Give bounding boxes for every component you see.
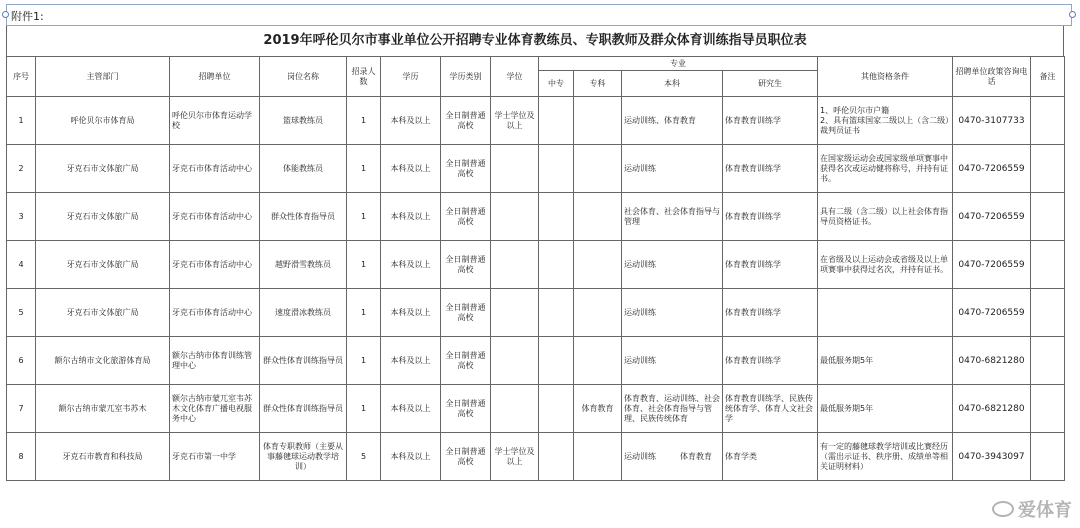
cell-phone: 0470-7206559 <box>953 193 1031 241</box>
cell-phone: 0470-7206559 <box>953 145 1031 193</box>
cell-edu-type: 全日制普通高校 <box>441 193 491 241</box>
cell-benke: 运动训练 体育教育 <box>622 433 723 481</box>
cell-edu: 本科及以上 <box>381 433 441 481</box>
cell-count: 1 <box>347 145 381 193</box>
cell-phone: 0470-3107733 <box>953 97 1031 145</box>
cell-zhongzhuan <box>539 289 574 337</box>
table-row <box>7 193 1065 241</box>
cell-note <box>1031 97 1065 145</box>
cell-unit: 额尔古纳市体育训练管理中心 <box>170 337 260 385</box>
cell-unit: 牙克石市体育活动中心 <box>170 145 260 193</box>
cell-count: 1 <box>347 241 381 289</box>
cell-degree <box>491 193 539 241</box>
attachment-bar <box>6 4 1072 26</box>
cell-count: 1 <box>347 193 381 241</box>
header-seq: 序号 <box>7 57 36 97</box>
cell-dept: 牙克石市教育和科技局 <box>36 433 170 481</box>
cell-benke: 运动训练 <box>622 289 723 337</box>
header-benke: 本科 <box>622 71 723 97</box>
cell-post: 越野滑雪教练员 <box>260 241 347 289</box>
cell-zhuanke <box>574 241 622 289</box>
cell-unit: 牙克石市体育活动中心 <box>170 241 260 289</box>
cell-edu-type: 全日制普通高校 <box>441 241 491 289</box>
cell-post: 体能教练员 <box>260 145 347 193</box>
table-row <box>7 241 1065 289</box>
cell-unit: 牙克石市体育活动中心 <box>170 193 260 241</box>
cell-edu-type: 全日制普通高校 <box>441 337 491 385</box>
cell-edu-type: 全日制普通高校 <box>441 97 491 145</box>
cell-edu-type: 全日制普通高校 <box>441 289 491 337</box>
cell-edu: 本科及以上 <box>381 145 441 193</box>
header-phone: 招聘单位政策咨询电话 <box>953 57 1031 97</box>
cell-zhuanke <box>574 289 622 337</box>
header-zhuanke: 专科 <box>574 71 622 97</box>
cell-edu: 本科及以上 <box>381 385 441 433</box>
wechat-icon <box>992 501 1014 517</box>
cell-post: 速度滑冰教练员 <box>260 289 347 337</box>
cell-edu-type: 全日制普通高校 <box>441 433 491 481</box>
cell-note <box>1031 385 1065 433</box>
watermark <box>992 496 1072 522</box>
cell-edu: 本科及以上 <box>381 193 441 241</box>
cell-note <box>1031 337 1065 385</box>
cell-yanjiusheng: 体育学类 <box>723 433 818 481</box>
watermark-text: 爱体育 <box>1018 500 1072 521</box>
cell-seq: 1 <box>7 97 36 145</box>
cell-zhongzhuan <box>539 193 574 241</box>
cell-other: 最低服务期5年 <box>818 337 953 385</box>
resize-handle-right[interactable] <box>1069 11 1076 18</box>
cell-edu-type: 全日制普通高校 <box>441 145 491 193</box>
cell-count: 1 <box>347 289 381 337</box>
cell-benke: 运动训练 <box>622 337 723 385</box>
header-dept: 主管部门 <box>36 57 170 97</box>
cell-note <box>1031 433 1065 481</box>
cell-note <box>1031 145 1065 193</box>
cell-benke: 运动训练 <box>622 241 723 289</box>
cell-benke: 运动训练、体育教育 <box>622 97 723 145</box>
cell-zhongzhuan <box>539 97 574 145</box>
table-title: 2019年呼伦贝尔市事业单位公开招聘专业体育教练员、专职教师及群众体育训练指导员职位表 <box>6 26 1064 56</box>
cell-edu: 本科及以上 <box>381 337 441 385</box>
cell-seq: 7 <box>7 385 36 433</box>
cell-benke: 体育教育、运动训练、社会体育、社会体育指导与管理、民族传统体育 <box>622 385 723 433</box>
cell-degree <box>491 385 539 433</box>
cell-phone: 0470-7206559 <box>953 289 1031 337</box>
cell-edu: 本科及以上 <box>381 289 441 337</box>
cell-zhongzhuan <box>539 337 574 385</box>
cell-zhongzhuan <box>539 241 574 289</box>
cell-yanjiusheng: 体育教育训练学 <box>723 241 818 289</box>
cell-note <box>1031 241 1065 289</box>
cell-unit: 牙克石市第一中学 <box>170 433 260 481</box>
cell-other: 最低服务期5年 <box>818 385 953 433</box>
header-post: 岗位名称 <box>260 57 347 97</box>
cell-zhongzhuan <box>539 433 574 481</box>
header-major: 专业 <box>539 57 818 71</box>
header-edu: 学历 <box>381 57 441 97</box>
cell-seq: 2 <box>7 145 36 193</box>
cell-seq: 4 <box>7 241 36 289</box>
cell-edu-type: 全日制普通高校 <box>441 385 491 433</box>
header-edu-type: 学历类别 <box>441 57 491 97</box>
cell-yanjiusheng: 体育教育训练学 <box>723 337 818 385</box>
cell-zhuanke <box>574 433 622 481</box>
cell-note <box>1031 193 1065 241</box>
cell-count: 1 <box>347 385 381 433</box>
cell-other: 1、呼伦贝尔市户籍 2、具有篮球国家二级以上（含二级）裁判员证书 <box>818 97 953 145</box>
cell-zhuanke <box>574 97 622 145</box>
cell-benke: 运动训练 <box>622 145 723 193</box>
cell-post: 篮球教练员 <box>260 97 347 145</box>
cell-dept: 牙克石市文体旅广局 <box>36 193 170 241</box>
cell-seq: 5 <box>7 289 36 337</box>
cell-seq: 8 <box>7 433 36 481</box>
header-zhongzhuan: 中专 <box>539 71 574 97</box>
attachment-label: 附件1: <box>11 10 44 23</box>
positions-table <box>6 56 1065 481</box>
cell-other: 有一定的藤毽球教学培训或比赛经历（需出示证书、秩序册、成绩单等相关证明材料） <box>818 433 953 481</box>
cell-post: 群众性体育训练指导员 <box>260 337 347 385</box>
cell-zhuanke <box>574 193 622 241</box>
cell-degree <box>491 241 539 289</box>
table-body <box>7 97 1065 481</box>
cell-degree <box>491 289 539 337</box>
cell-unit: 额尔古纳市蒙兀室韦苏木文化体育广播电视服务中心 <box>170 385 260 433</box>
header-yanjiusheng: 研究生 <box>723 71 818 97</box>
cell-other <box>818 289 953 337</box>
cell-seq: 3 <box>7 193 36 241</box>
cell-zhuanke <box>574 145 622 193</box>
cell-yanjiusheng: 体育教育训练学 <box>723 97 818 145</box>
cell-count: 5 <box>347 433 381 481</box>
cell-benke: 社会体育、社会体育指导与管理 <box>622 193 723 241</box>
cell-zhongzhuan <box>539 385 574 433</box>
cell-dept: 牙克石市文体旅广局 <box>36 241 170 289</box>
cell-degree <box>491 337 539 385</box>
table-row <box>7 433 1065 481</box>
cell-degree: 学士学位及以上 <box>491 97 539 145</box>
cell-degree <box>491 145 539 193</box>
cell-other: 具有二级（含二级）以上社会体育指导员资格证书。 <box>818 193 953 241</box>
cell-zhuanke <box>574 337 622 385</box>
header-note: 备注 <box>1031 57 1065 97</box>
cell-phone: 0470-7206559 <box>953 241 1031 289</box>
cell-edu: 本科及以上 <box>381 97 441 145</box>
cell-dept: 牙克石市文体旅广局 <box>36 289 170 337</box>
cell-count: 1 <box>347 337 381 385</box>
cell-zhuanke: 体育教育 <box>574 385 622 433</box>
resize-handle-left[interactable] <box>2 11 9 18</box>
table-row <box>7 337 1065 385</box>
header-degree: 学位 <box>491 57 539 97</box>
cell-yanjiusheng: 体育教育训练学 <box>723 289 818 337</box>
cell-phone: 0470-6821280 <box>953 385 1031 433</box>
header-count: 招录人数 <box>347 57 381 97</box>
cell-yanjiusheng: 体育教育训练学 <box>723 145 818 193</box>
cell-seq: 6 <box>7 337 36 385</box>
cell-edu: 本科及以上 <box>381 241 441 289</box>
cell-post: 体育专职教师（主要从事藤毽球运动教学培训） <box>260 433 347 481</box>
table-row <box>7 97 1065 145</box>
cell-count: 1 <box>347 97 381 145</box>
cell-dept: 呼伦贝尔市体育局 <box>36 97 170 145</box>
cell-post: 群众性体育训练指导员 <box>260 385 347 433</box>
cell-other: 在国家级运动会或国家级单项赛事中获得名次或运动健将称号，并持有证书。 <box>818 145 953 193</box>
cell-dept: 牙克石市文体旅广局 <box>36 145 170 193</box>
cell-unit: 呼伦贝尔市体育运动学校 <box>170 97 260 145</box>
table-row <box>7 289 1065 337</box>
table-row <box>7 385 1065 433</box>
cell-yanjiusheng: 体育教育训练学、民族传统体育学、体育人文社会学 <box>723 385 818 433</box>
cell-degree: 学士学位及以上 <box>491 433 539 481</box>
table-row <box>7 145 1065 193</box>
cell-yanjiusheng: 体育教育训练学 <box>723 193 818 241</box>
cell-phone: 0470-6821280 <box>953 337 1031 385</box>
header-unit: 招聘单位 <box>170 57 260 97</box>
cell-dept: 额尔古纳市文化旅游体育局 <box>36 337 170 385</box>
cell-zhongzhuan <box>539 145 574 193</box>
cell-phone: 0470-3943097 <box>953 433 1031 481</box>
header-other: 其他资格条件 <box>818 57 953 97</box>
cell-note <box>1031 289 1065 337</box>
cell-post: 群众性体育指导员 <box>260 193 347 241</box>
cell-other: 在省级及以上运动会或省级及以上单项赛事中获得过名次，并持有证书。 <box>818 241 953 289</box>
cell-unit: 牙克石市体育活动中心 <box>170 289 260 337</box>
cell-dept: 额尔古纳市蒙兀室韦苏木 <box>36 385 170 433</box>
